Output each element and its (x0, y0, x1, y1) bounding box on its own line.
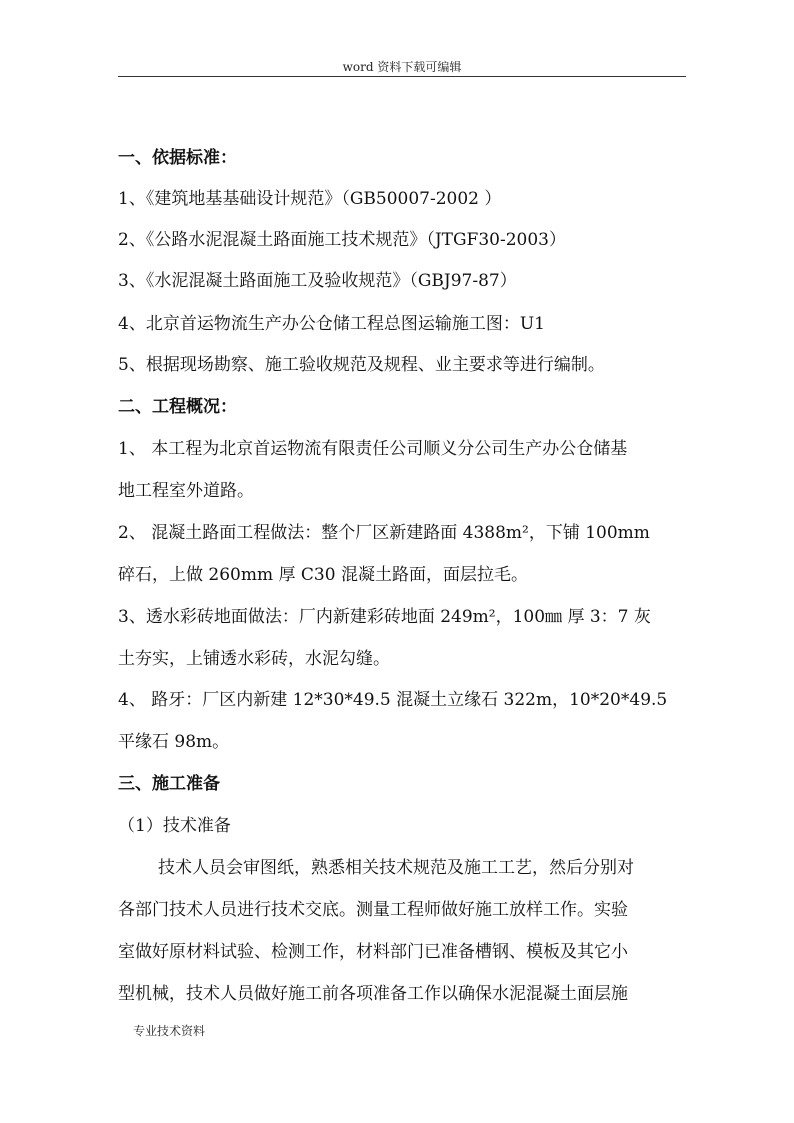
page-header: word 资料下载可编辑 (342, 60, 462, 74)
standard-item-5: 5、根据现场勘察、施工验收规范及规程、业主要求等进行编制。 (118, 355, 605, 375)
preparation-line-3: 室做好原材料试验、检测工作，材料部门已准备槽钢、模板及其它小 (118, 942, 628, 962)
header-rule (118, 76, 686, 77)
standard-item-2: 2、《公路水泥混凝土路面施工技术规范》（JTGF30-2003） (118, 230, 566, 250)
overview-line-2: 地工程室外道路。 (118, 481, 254, 501)
overview-line-3: 2、 混凝土路面工程做法：整个厂区新建路面 4388m²，下铺 100mm (118, 523, 650, 543)
preparation-line-2: 各部门技术人员进行技术交底。测量工程师做好施工放样工作。实验 (118, 900, 628, 920)
overview-line-8: 平缘石 98m。 (118, 732, 230, 752)
standard-item-1: 1、《建筑地基基础设计规范》（GB50007-2002 ） (118, 189, 502, 209)
preparation-line-4: 型机械，技术人员做好施工前各项准备工作以确保水泥混凝土面层施 (118, 984, 628, 1004)
overview-line-7: 4、 路牙：厂区内新建 12*30*49.5 混凝土立缘石 322m，10*20*49.5 (118, 690, 668, 710)
section-3-subheading: （1）技术准备 (118, 816, 231, 836)
overview-line-1: 1、 本工程为北京首运物流有限责任公司顺义分公司生产办公仓储基 (118, 439, 628, 459)
overview-line-5: 3、透水彩砖地面做法：厂内新建彩砖地面 249m²，100㎜ 厚 3：7 灰 (118, 607, 651, 627)
section-2-heading: 二、工程概况： (118, 397, 237, 417)
page-footer: 专业技术资料 (133, 1024, 206, 1038)
section-3-heading: 三、施工准备 (118, 774, 220, 794)
section-1-heading: 一、依据标准： (118, 148, 237, 168)
overview-line-6: 土夯实，上铺透水彩砖，水泥勾缝。 (118, 649, 390, 669)
standard-item-4: 4、北京首运物流生产办公仓储工程总图运输施工图：U1 (118, 314, 545, 334)
standard-item-3: 3、《水泥混凝土路面施工及验收规范》（GBJ97-87） (118, 271, 517, 291)
overview-line-4: 碎石，上做 260mm 厚 C30 混凝土路面，面层拉毛。 (118, 565, 528, 585)
preparation-line-1: 技术人员会审图纸，熟悉相关技术规范及施工工艺，然后分别对 (158, 858, 634, 878)
